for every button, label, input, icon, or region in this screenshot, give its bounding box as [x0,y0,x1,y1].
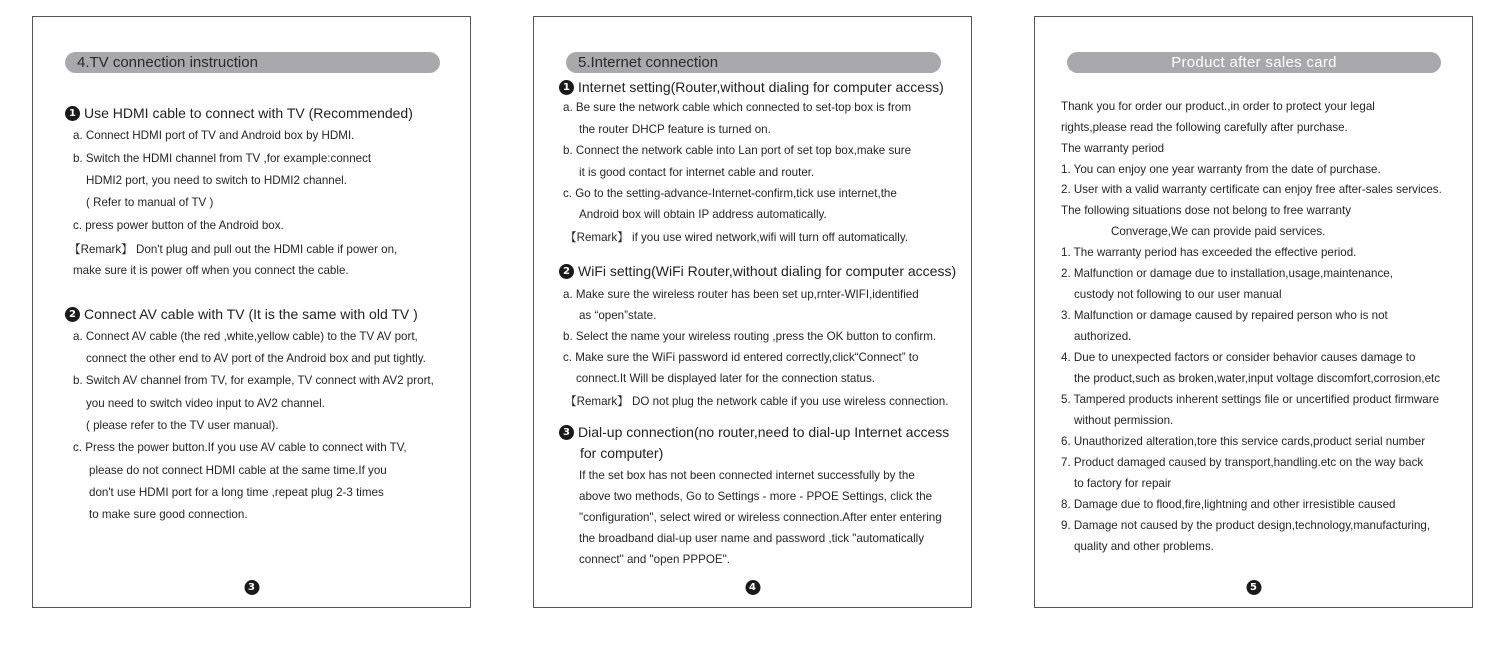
remark-line: 【Remark】 Don't plug and pull out the HDMI cable if power on, [69,243,398,256]
step-number-2-icon: 2 [65,307,80,322]
step-title: Dial-up connection(no router,need to dial-up Internet access [578,424,950,440]
body-line: rights,please read the following carefully after purchase. [1061,121,1348,134]
step-title: WiFi setting(WiFi Router,without dialing for computer access) [578,263,957,279]
step-title: Internet setting(Router,without dialing for computer access) [578,79,944,95]
instruction-line: you need to switch video input to AV2 channel. [86,397,325,410]
exclusion-item: 2. Malfunction or damage due to installation,usage,maintenance, [1061,267,1393,280]
instruction-line: don't use HDMI port for a long time ,repeat plug 2-3 times [89,486,384,499]
instruction-line: connect the other end to AV port of the Android box and put tightly. [86,352,426,365]
body-line: 1. You can enjoy one year warranty from the date of purchase. [1061,163,1381,176]
step-heading-hdmi [65,105,413,121]
body-line: 2. User with a valid warranty certificate can enjoy free after-sales services. [1061,183,1442,196]
instruction-line: c. Go to the setting-advance-Internet-confirm,tick use internet,the [563,187,897,200]
instruction-line: above two methods, Go to Settings - more - PPOE Settings, click the [579,490,933,503]
section-header-tv-connection: 4.TV connection instruction [65,52,440,73]
body-line: The following situations dose not belong to free warranty [1061,204,1352,217]
instruction-line: a. Connect HDMI port of TV and Android box by HDMI. [73,129,355,142]
step-number-2-icon: 2 [559,264,574,279]
step-number-3-icon: 3 [559,425,574,440]
instruction-line: c. Make sure the WiFi password id entered correctly,click“Connect” to [563,351,919,364]
body-line: Thank you for order our product.,in order to protect your legal [1061,100,1375,113]
page-number-badge: 3 [244,580,259,595]
remark-line: 【Remark】 if you use wired network,wifi will turn off automatically. [565,231,908,244]
step-title-continued: for computer) [580,445,664,461]
instruction-line: please do not connect HDMI cable at the same time.If you [89,464,387,477]
body-line: Converage,We can provide paid services. [1111,225,1326,238]
manual-page-4 [533,16,972,608]
exclusion-item: 3. Malfunction or damage caused by repaired person who is not [1061,309,1388,322]
exclusion-item: 1. The warranty period has exceeded the effective period. [1061,246,1357,259]
instruction-line: as “open”state. [579,309,657,322]
section-header-internet-connection: 5.Internet connection [566,52,941,73]
instruction-line: HDMI2 port, you need to switch to HDMI2 channel. [86,174,347,187]
step-heading-internet-setting [559,79,944,95]
exclusion-item: 5. Tampered products inherent settings file or uncertified product firmware [1061,393,1440,406]
manual-page-3 [32,16,471,608]
exclusion-item: 7. Product damaged caused by transport,handling.etc on the way back [1061,456,1424,469]
instruction-line: connect.It Will be displayed later for the connection status. [576,372,876,385]
exclusion-item: 4. Due to unexpected factors or consider behavior causes damage to [1061,351,1416,364]
step-heading-av [65,306,418,322]
step-title: Connect AV cable with TV (It is the same with old TV ) [84,306,418,322]
exclusion-item: 9. Damage not caused by the product design,technology,manufacturing, [1061,519,1431,532]
instruction-line: c. press power button of the Android box. [73,219,284,232]
instruction-line: b. Switch AV channel from TV, for example, TV connect with AV2 prort, [73,374,434,387]
instruction-line: it is good contact for internet cable and router. [579,166,815,179]
instruction-line: a. Make sure the wireless router has been set up,rnter-WIFI,identified [563,288,919,301]
exclusion-item: authorized. [1074,330,1132,343]
instruction-line: the router DHCP feature is turned on. [579,123,771,136]
instruction-line: the broadband dial-up user name and password ,tick "automatically [579,532,925,545]
instruction-line: If the set box has not been connected internet successfully by the [579,469,915,482]
step-title: Use HDMI cable to connect with TV (Recommended) [84,105,413,121]
exclusion-item: 8. Damage due to flood,fire,lightning and other irresistible caused [1061,498,1396,511]
remark-line: 【Remark】 DO not plug the network cable if you use wireless connection. [565,395,949,408]
step-heading-dialup [559,424,949,440]
instruction-line: to make sure good connection. [89,508,248,521]
step-number-1-icon: 1 [559,80,574,95]
exclusion-item: without permission. [1074,414,1174,427]
instruction-line: c. Press the power button.If you use AV cable to connect with TV, [73,441,407,454]
manual-page-5 [1034,16,1473,608]
body-line: The warranty period [1061,142,1165,155]
page-number-badge: 4 [745,580,760,595]
instruction-line: Android box will obtain IP address automatically. [579,208,827,221]
instruction-line: "configuration", select wired or wireless connection.After enter entering [579,511,942,524]
instruction-line: a. Be sure the network cable which connected to set-top box is from [563,101,911,114]
page-number-badge: 5 [1246,580,1261,595]
exclusion-item: the product,such as broken,water,input voltage discomfort,corrosion,etc [1074,372,1441,385]
instruction-line: b. Connect the network cable into Lan port of set top box,make sure [563,144,912,157]
exclusion-item: quality and other problems. [1074,540,1214,553]
instruction-line: a. Connect AV cable (the red ,white,yellow cable) to the TV AV port, [73,330,418,343]
exclusion-item: custody not following to our user manual [1074,288,1282,301]
instruction-line: ( please refer to the TV user manual). [86,419,279,432]
instruction-line: connect" and "open PPPOE". [579,553,730,566]
instruction-line: b. Select the name your wireless routing ,press the OK button to confirm. [563,330,937,343]
section-header-after-sales-card: Product after sales card [1067,52,1441,73]
step-heading-wifi-setting [559,263,956,279]
instruction-line: ( Refer to manual of TV ) [86,196,214,209]
remark-line: make sure it is power off when you connect the cable. [73,264,349,277]
step-number-1-icon: 1 [65,106,80,121]
exclusion-item: 6. Unauthorized alteration,tore this service cards,product serial number [1061,435,1426,448]
exclusion-item: to factory for repair [1074,477,1172,490]
instruction-line: b. Switch the HDMI channel from TV ,for example:connect [73,152,372,165]
